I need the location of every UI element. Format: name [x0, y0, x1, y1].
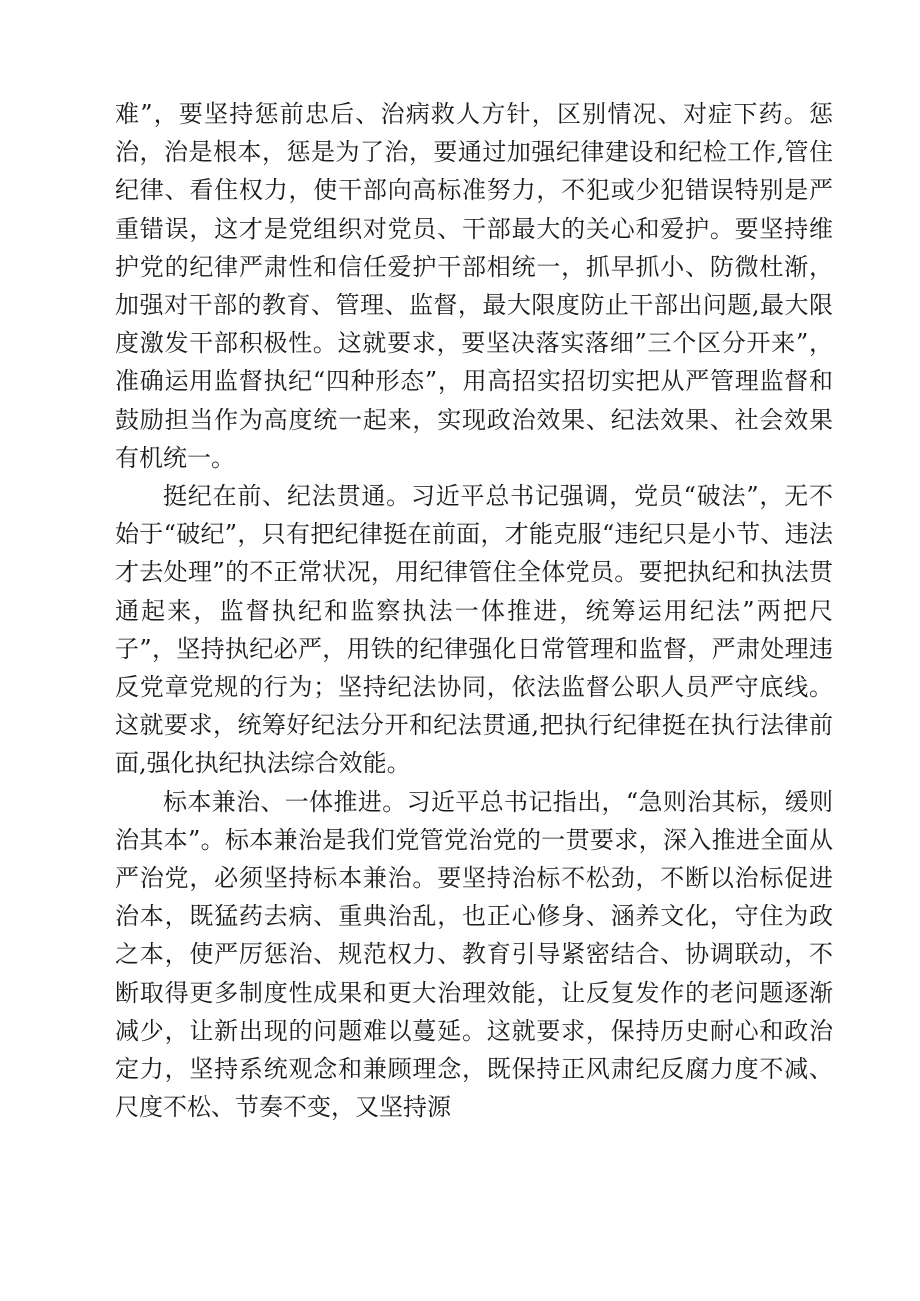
paragraph-discipline-first: 挺纪在前、纪法贯通。习近平总书记强调，党员“破法”，无不始于“破纪”，只有把纪律挺在前面，才能克服“违纪只是小节、违法才去处理”的不正常状况，用纪律管住全体党员。要把执纪和执法贯通起来，监督执纪和监察执法一体推进，统筹运用纪法”两把尺子”，坚持执纪必严，用铁的纪律强化日常管理和监督，严肃处理违反党章党规的行为；坚持纪法协同，依法监督公职人员严守底线。这就要求，统筹好纪法分开和纪法贯通,把执行纪律挺在执行法律前面,强化执纪执法综合效能。	[115, 482, 833, 778]
paragraph-root-and-branch: 标本兼治、一体推进。习近平总书记指出，“急则治其标，缓则治其本”。标本兼治是我们党管党治党的一贯要求，深入推进全面从严治党，必须坚持标本兼治。要坚持治标不松劲，不断以治标促进治本，既猛药去病、重典治乱，也正心修身、涵养文化，守住为政之本，使严厉惩治、规范权力、教育引导紧密结合、协调联动，不断取得更多制度性成果和更大治理效能，让反复发作的老问题逐渐减少，让新出现的问题难以蔓延。这就要求，保持历史耐心和政治定力，坚持系统观念和兼顾理念，既保持正风肃纪反腐力度不减、尺度不松、节奏不变，又坚持源	[115, 787, 833, 1122]
document-page	[115, 95, 833, 1126]
paragraph-continued: 难”，要坚持惩前忠后、治病救人方针，区别情况、对症下药。惩治，治是根本，惩是为了治，要通过加强纪律建设和纪检工作,管住纪律、看住权力，使干部向高标准努力，不犯或少犯错误特别是严重错误，这才是党组织对党员、干部最大的关心和爱护。要坚持维护党的纪律严肃性和信任爱护干部相统一，抓早抓小、防微杜渐，加强对干部的教育、管理、监督，最大限度防止干部出问题,最大限度激发干部积极性。这就要求，要坚决落实落细”三个区分开来”，准确运用监督执纪“四种形态”，用高招实招切实把从严管理监督和鼓励担当作为高度统一起来，实现政治效果、纪法效果、社会效果有机统一。	[115, 100, 833, 472]
